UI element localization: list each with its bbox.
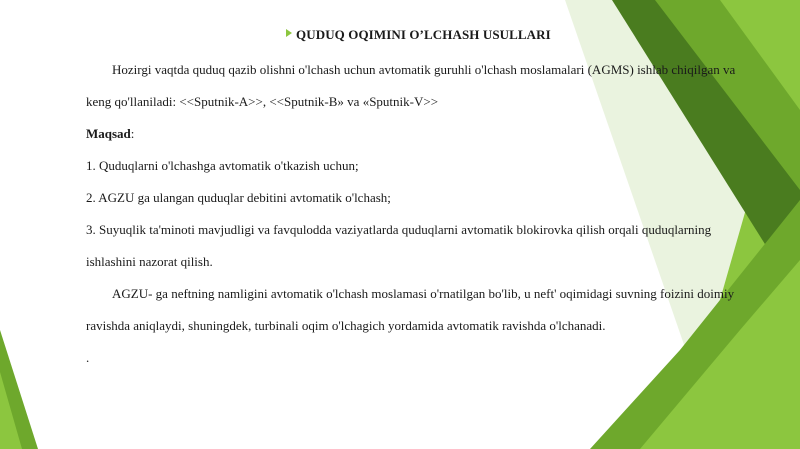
goal-label: Maqsad bbox=[86, 126, 131, 141]
slide-title-text: QUDUQ OQIMINI O’LCHASH USULLARI bbox=[296, 27, 551, 42]
slide-title bbox=[286, 27, 551, 43]
agzu-paragraph-line-1: AGZU- ga neftning namligini avtomatik o'lchash moslamasi o'rnatilgan bo'lib, u neft' oqimidagi suvning foizini doimiy bbox=[112, 286, 735, 301]
trailing-dot: . bbox=[86, 350, 90, 365]
intro-line-1: Hozirgi vaqtda quduq qazib olishni o'lchash uchun avtomatik guruhli o'lchash moslamalari (AGMS) ishlab chiqilgan va bbox=[112, 62, 736, 77]
title-bullet-icon bbox=[286, 29, 292, 37]
goal-heading bbox=[86, 126, 134, 142]
goal-item-3-line-2: ishlashini nazorat qilish. bbox=[86, 254, 213, 269]
intro-line-2: keng qo'llaniladi: <<Sputnik-A>>, <<Sputnik-B» va «Sputnik-V>> bbox=[86, 94, 439, 109]
goal-colon: : bbox=[130, 126, 135, 141]
agzu-paragraph-line-2: ravishda aniqlaydi, shuningdek, turbinali oqim o'lchagich yordamida avtomatik ravishda o'lchanadi. bbox=[86, 318, 606, 333]
goal-item-2: 2. AGZU ga ulangan quduqlar debitini avtomatik o'lchash; bbox=[86, 190, 391, 205]
goal-item-3-line-1: 3. Suyuqlik ta'minoti mavjudligi va favqulodda vaziyatlarda quduqlarni avtomatik blokirovka qilish orqali quduqlarning bbox=[86, 222, 712, 237]
goal-item-1: 1. Quduqlarni o'lchashga avtomatik o'tkazish uchun; bbox=[86, 158, 359, 173]
